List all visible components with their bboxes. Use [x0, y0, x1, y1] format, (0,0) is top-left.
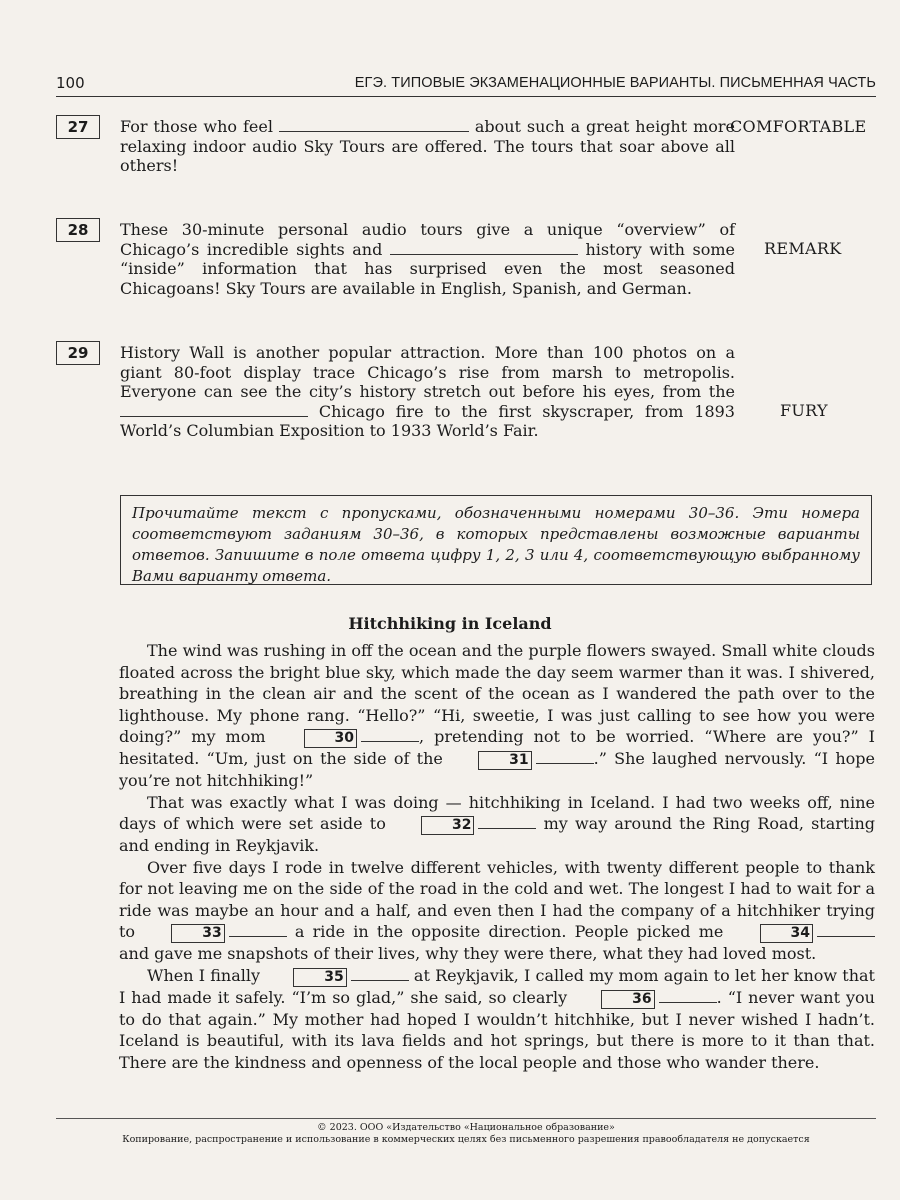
- task-text: History Wall is another popular attraction. More than 100 photos on a giant 80-foot display trace Chicago’s rise from marsh to metropolis. Everyone can see the city’s history stretch out before his eyes, from the Chicago fire to the first skyscraper, from 1893 World’s Columbian Exposition to 1933 World’s Fair.: [120, 343, 735, 441]
- gap-34[interactable]: 34: [732, 921, 875, 943]
- running-title: ЕГЭ. ТИПОВЫЕ ЭКЗАМЕНАЦИОННЫЕ ВАРИАНТЫ. ПИСЬМЕННАЯ ЧАСТЬ: [354, 75, 876, 91]
- paragraph: That was exactly what I was doing — hitchhiking in Iceland. I had two weeks off, nine days of which were set aside to 32 my way around the Ring Road, starting and ending in Reykjavik.: [119, 792, 875, 855]
- story-title: Hitchhiking in Iceland: [348, 614, 552, 633]
- instruction-box: Прочитайте текст с пропусками, обозначенными номерами 30–36. Эти номера соответствуют заданиям 30–36, в которых представлены возможные варианты ответов. Запишите в поле ответа цифру 1, 2, 3 или 4, соответствующую выбранному Вами варианту ответа.: [120, 495, 872, 585]
- gap-36[interactable]: 36: [573, 987, 716, 1009]
- page-number: 100: [56, 74, 85, 92]
- task-number: 27: [56, 115, 100, 139]
- key-word: COMFORTABLE: [730, 117, 867, 136]
- answer-blank[interactable]: [390, 242, 578, 255]
- task-number: 29: [56, 341, 100, 365]
- copyright-notice: Копирование, распространение и использование в коммерческих целях без письменного разрешения правообладателя не допускается: [122, 1134, 810, 1145]
- key-word: REMARK: [764, 239, 842, 258]
- task-number: 28: [56, 218, 100, 242]
- gap-33[interactable]: 33: [143, 921, 286, 943]
- key-word: FURY: [780, 401, 828, 420]
- page-header: [56, 74, 876, 97]
- task-text: For those who feel about such a great height more relaxing indoor audio Sky Tours are offered. The tours that soar above all others!: [120, 117, 736, 176]
- paragraph: When I finally 35 at Reykjavik, I called my mom again to let her know that I had made it safely. “I’m so glad,” she said, so clearly 36 . “I never want you to do that again.” My mother had hoped I wouldn’t hitchhike, but I never wished I hadn’t. Iceland is beautiful, with its lava fields and hot springs, but there is more to it than that. There are the kindness and openness of the local people and those who wander there.: [119, 965, 875, 1072]
- paragraph: The wind was rushing in off the ocean and the purple flowers swayed. Small white clouds floated across the bright blue sky, which made the day seem warmer than it was. I shivered, breathing in the clean air and the scent of the ocean as I wandered the path over to the lighthouse. My phone rang. “Hello?” “Hi, sweetie, I was just calling to see how you were doing?” my mom 30 , pretending not to be worried. “Where are you?” I hesitated. “Um, just on the side of the 31 .” She laughed nervously. “I hope you’re not hitchhiking!”: [119, 641, 876, 790]
- answer-blank[interactable]: [120, 404, 308, 417]
- gap-35[interactable]: 35: [265, 965, 408, 987]
- copyright-line: © 2023. ООО «Издательство «Национальное образование»: [317, 1122, 615, 1133]
- paragraph: Over five days I rode in twelve different vehicles, with twenty different people to thank for not leaving me on the side of the road in the cold and wet. The longest I had to wait for a ride was maybe an hour and a half, and even then I had the company of a hitchhiker trying to 33 a ride in the opposite direction. People picked me 34 and gave me snapshots of their lives, why they were there, what they had loved most.: [119, 857, 875, 963]
- answer-blank[interactable]: [279, 119, 469, 132]
- story-text: [119, 640, 875, 1073]
- copyright-footer: [56, 1118, 876, 1146]
- task-text: These 30-minute personal audio tours give a unique “overview” of Chicago’s incredible sights and history with some “inside” information that has surprised even the most seasoned Chicagoans! Sky Tours are available in English, Spanish, and German.: [120, 220, 735, 298]
- gap-30[interactable]: 30: [276, 726, 419, 748]
- gap-31[interactable]: 31: [450, 748, 593, 770]
- gap-32[interactable]: 32: [393, 813, 536, 835]
